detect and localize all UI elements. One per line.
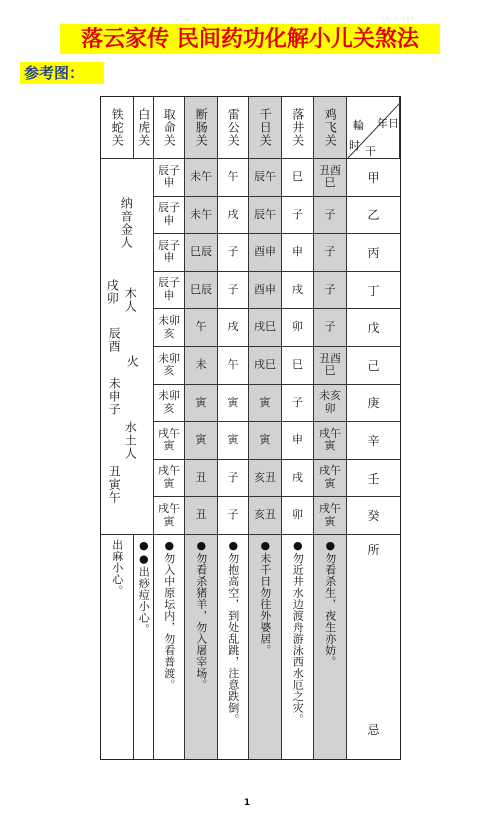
cell-text: 戌午 寅 [158, 502, 180, 528]
cell-duanchang-7 [185, 422, 218, 460]
cell-duanchang-1 [185, 197, 218, 235]
cell-text: 子 [227, 470, 239, 484]
cell-leigong-9 [218, 497, 249, 535]
cell-text: 未亥 卯 [319, 389, 341, 415]
cell-text: 子 [292, 395, 303, 409]
cell-text: 戌巳 [254, 320, 276, 334]
cell-text: 戌 [292, 282, 303, 296]
cell-quming-3 [154, 272, 185, 310]
cell-text: 未 [195, 357, 207, 371]
cell-text: 丑酉 巳 [319, 351, 341, 378]
note-suo: 所 [367, 543, 380, 557]
cell-text: 午 [195, 320, 207, 334]
tieshe-chouyinwu: 丑寅午 [107, 465, 122, 504]
corner-year-day: 年日 [377, 117, 399, 130]
cell-duanchang-6 [185, 385, 218, 423]
cell-leigong-0 [218, 159, 249, 197]
reference-label: 参考图： [20, 62, 104, 84]
cell-text: 戌巳 [254, 357, 276, 371]
cell-text: 未卯 亥 [158, 389, 180, 415]
cell-leigong-6 [218, 385, 249, 423]
tieshe-chenyou: 辰酉 [107, 327, 122, 353]
cell-text: 子 [324, 207, 336, 221]
cell-text: 卯 [292, 320, 303, 334]
cell-text: 未卯 亥 [158, 351, 180, 378]
cell-jifei-5 [314, 347, 347, 385]
stem-2: 丙 [347, 234, 400, 272]
cell-text: 酉申 [254, 245, 276, 259]
cell-quming-8 [154, 460, 185, 498]
note-jifei: ●勿看杀生，夜生亦妨。 [314, 535, 347, 759]
cell-text: 戌午 寅 [319, 502, 341, 528]
cell-leigong-8 [218, 460, 249, 498]
cell-text: 丑 [195, 470, 207, 484]
cell-jifei-6 [314, 385, 347, 423]
note-tieshe: 出麻小心。 [101, 535, 134, 759]
cell-text: 寅 [195, 433, 207, 447]
corner-stem: 干 [365, 145, 376, 158]
cell-text: 子 [227, 282, 239, 296]
cell-text: 寅 [259, 395, 271, 409]
cell-text: 戌午 寅 [319, 464, 341, 491]
note-qianri: ●未千日勿往外婆居。 [249, 535, 282, 759]
cell-luojing-8 [282, 460, 314, 498]
nayin-jin: 纳音金人 [119, 197, 134, 249]
cell-duanchang-4 [185, 309, 218, 347]
cell-jifei-9 [314, 497, 347, 535]
cell-text: 子 [227, 245, 239, 259]
header-quming: 取命关 [154, 97, 185, 159]
cell-text: 子 [292, 207, 303, 221]
cell-text: 子 [324, 245, 336, 259]
cell-qianri-8 [249, 460, 282, 498]
cell-text: 辰午 [254, 169, 276, 183]
note-leigong: ●勿抱高空，到处乱跳，注意跌倒。 [218, 535, 249, 759]
cell-text: 寅 [227, 395, 239, 409]
nayin-shuitu: 水土人 [123, 421, 138, 460]
cell-qianri-5 [249, 347, 282, 385]
header-duanchang: 断肠关 [185, 97, 218, 159]
nayin-huo: 火 [125, 355, 140, 368]
cell-text: 午 [227, 357, 239, 371]
cell-luojing-7 [282, 422, 314, 460]
corner-hour: 时 [349, 139, 360, 152]
cell-text: 戌午 寅 [158, 426, 180, 453]
cell-text: 戌午 寅 [319, 426, 341, 453]
note-duanchang: ●勿看杀猪羊，勿入屠宰场。 [185, 535, 218, 759]
cell-text: 未午 [190, 207, 212, 221]
cell-text: 戌 [292, 470, 303, 484]
cell-luojing-1 [282, 197, 314, 235]
header-luojing: 落井关 [282, 97, 314, 159]
cell-jifei-4 [314, 309, 347, 347]
cell-text: 巳辰 [190, 245, 212, 259]
cell-duanchang-5 [185, 347, 218, 385]
cell-text: 辰子 申 [158, 276, 180, 303]
nayin-column [101, 159, 154, 535]
cell-qianri-2 [249, 234, 282, 272]
cell-quming-2 [154, 234, 185, 272]
corner-lun: 輪 [353, 119, 364, 132]
cell-text: 亥丑 [254, 470, 276, 484]
header-baihu: 白虎关 [134, 97, 154, 159]
note-ji: 忌 [367, 723, 380, 737]
cell-duanchang-9 [185, 497, 218, 535]
cell-qianri-6 [249, 385, 282, 423]
header-leigong: 雷公关 [218, 97, 249, 159]
note-baihu: ●●出痧痘小心。 [134, 535, 154, 759]
cell-leigong-1 [218, 197, 249, 235]
cell-quming-1 [154, 197, 185, 235]
cell-text: 子 [324, 282, 336, 296]
cell-luojing-3 [282, 272, 314, 310]
cell-text: 申 [292, 245, 303, 259]
cell-jifei-0 [314, 159, 347, 197]
cell-luojing-0 [282, 159, 314, 197]
cell-leigong-3 [218, 272, 249, 310]
cell-text: 酉申 [254, 282, 276, 296]
cell-text: 巳 [292, 357, 303, 371]
cell-qianri-9 [249, 497, 282, 535]
tieshe-xumao: 戌卯 [105, 279, 120, 305]
cell-qianri-1 [249, 197, 282, 235]
cell-text: 寅 [259, 433, 271, 447]
stem-5: 己 [347, 347, 400, 385]
cell-quming-6 [154, 385, 185, 423]
cell-quming-9 [154, 497, 185, 535]
cell-text: 卯 [292, 508, 303, 522]
page-title: 落云家传 民间药功化解小儿关煞法 [60, 24, 440, 54]
cell-jifei-8 [314, 460, 347, 498]
cell-luojing-4 [282, 309, 314, 347]
cell-qianri-4 [249, 309, 282, 347]
stem-8: 壬 [347, 460, 400, 498]
cell-text: 未午 [190, 169, 212, 183]
tieshe-weishenzi: 未申子 [107, 377, 122, 416]
page-number: 1 [243, 798, 251, 808]
cell-duanchang-3 [185, 272, 218, 310]
cell-text: 辰子 申 [158, 201, 180, 227]
cell-jifei-3 [314, 272, 347, 310]
stem-3: 丁 [347, 272, 400, 310]
cell-quming-4 [154, 309, 185, 347]
cell-luojing-5 [282, 347, 314, 385]
cell-jifei-7 [314, 422, 347, 460]
cell-leigong-7 [218, 422, 249, 460]
cell-leigong-2 [218, 234, 249, 272]
header-corner [347, 97, 400, 159]
cell-duanchang-8 [185, 460, 218, 498]
cell-text: 辰子 申 [158, 163, 180, 190]
cell-text: 子 [324, 320, 336, 334]
note-quming: ●勿入中原坛内，勿看普渡。 [154, 535, 185, 759]
cell-text: 巳辰 [190, 282, 212, 296]
cell-duanchang-0 [185, 159, 218, 197]
cell-text: 丑酉 巳 [319, 163, 341, 190]
stem-4: 戊 [347, 309, 400, 347]
cell-quming-7 [154, 422, 185, 460]
cell-quming-0 [154, 159, 185, 197]
cell-qianri-0 [249, 159, 282, 197]
header-tieshe: 铁蛇关 [101, 97, 134, 159]
cell-duanchang-2 [185, 234, 218, 272]
cell-luojing-9 [282, 497, 314, 535]
stem-9: 癸 [347, 497, 400, 535]
cell-text: 戌午 寅 [158, 464, 180, 491]
nayin-mu: 木人 [123, 287, 138, 313]
cell-text: 未卯 亥 [158, 314, 180, 340]
cell-quming-5 [154, 347, 185, 385]
cell-text: 丑 [195, 508, 207, 522]
cell-text: 辰子 申 [158, 238, 180, 265]
cell-text: 寅 [227, 433, 239, 447]
cell-text: 亥丑 [254, 508, 276, 522]
cell-text: 午 [227, 169, 239, 183]
stem-6: 庚 [347, 385, 400, 423]
cell-text: 子 [227, 508, 239, 522]
guansha-table [100, 96, 401, 760]
stem-1: 乙 [347, 197, 400, 235]
cell-text: 寅 [195, 395, 207, 409]
cell-jifei-1 [314, 197, 347, 235]
header-qianri: 千日关 [249, 97, 282, 159]
stem-0: 甲 [347, 159, 400, 197]
cell-text: 戌 [227, 207, 239, 221]
cell-text: 申 [292, 433, 303, 447]
cell-jifei-2 [314, 234, 347, 272]
stem-7: 辛 [347, 422, 400, 460]
cell-text: 辰午 [254, 207, 276, 221]
note-luojing: ●勿近井水边渡舟游泳西水厄之灾。 [282, 535, 314, 759]
cell-leigong-5 [218, 347, 249, 385]
cell-qianri-7 [249, 422, 282, 460]
cell-qianri-3 [249, 272, 282, 310]
cell-text: 戌 [227, 320, 239, 334]
cell-text: 巳 [292, 169, 303, 183]
header-jifei: 鸡飞关 [314, 97, 347, 159]
cell-luojing-6 [282, 385, 314, 423]
note-suoji [347, 535, 400, 759]
cell-luojing-2 [282, 234, 314, 272]
cell-leigong-4 [218, 309, 249, 347]
